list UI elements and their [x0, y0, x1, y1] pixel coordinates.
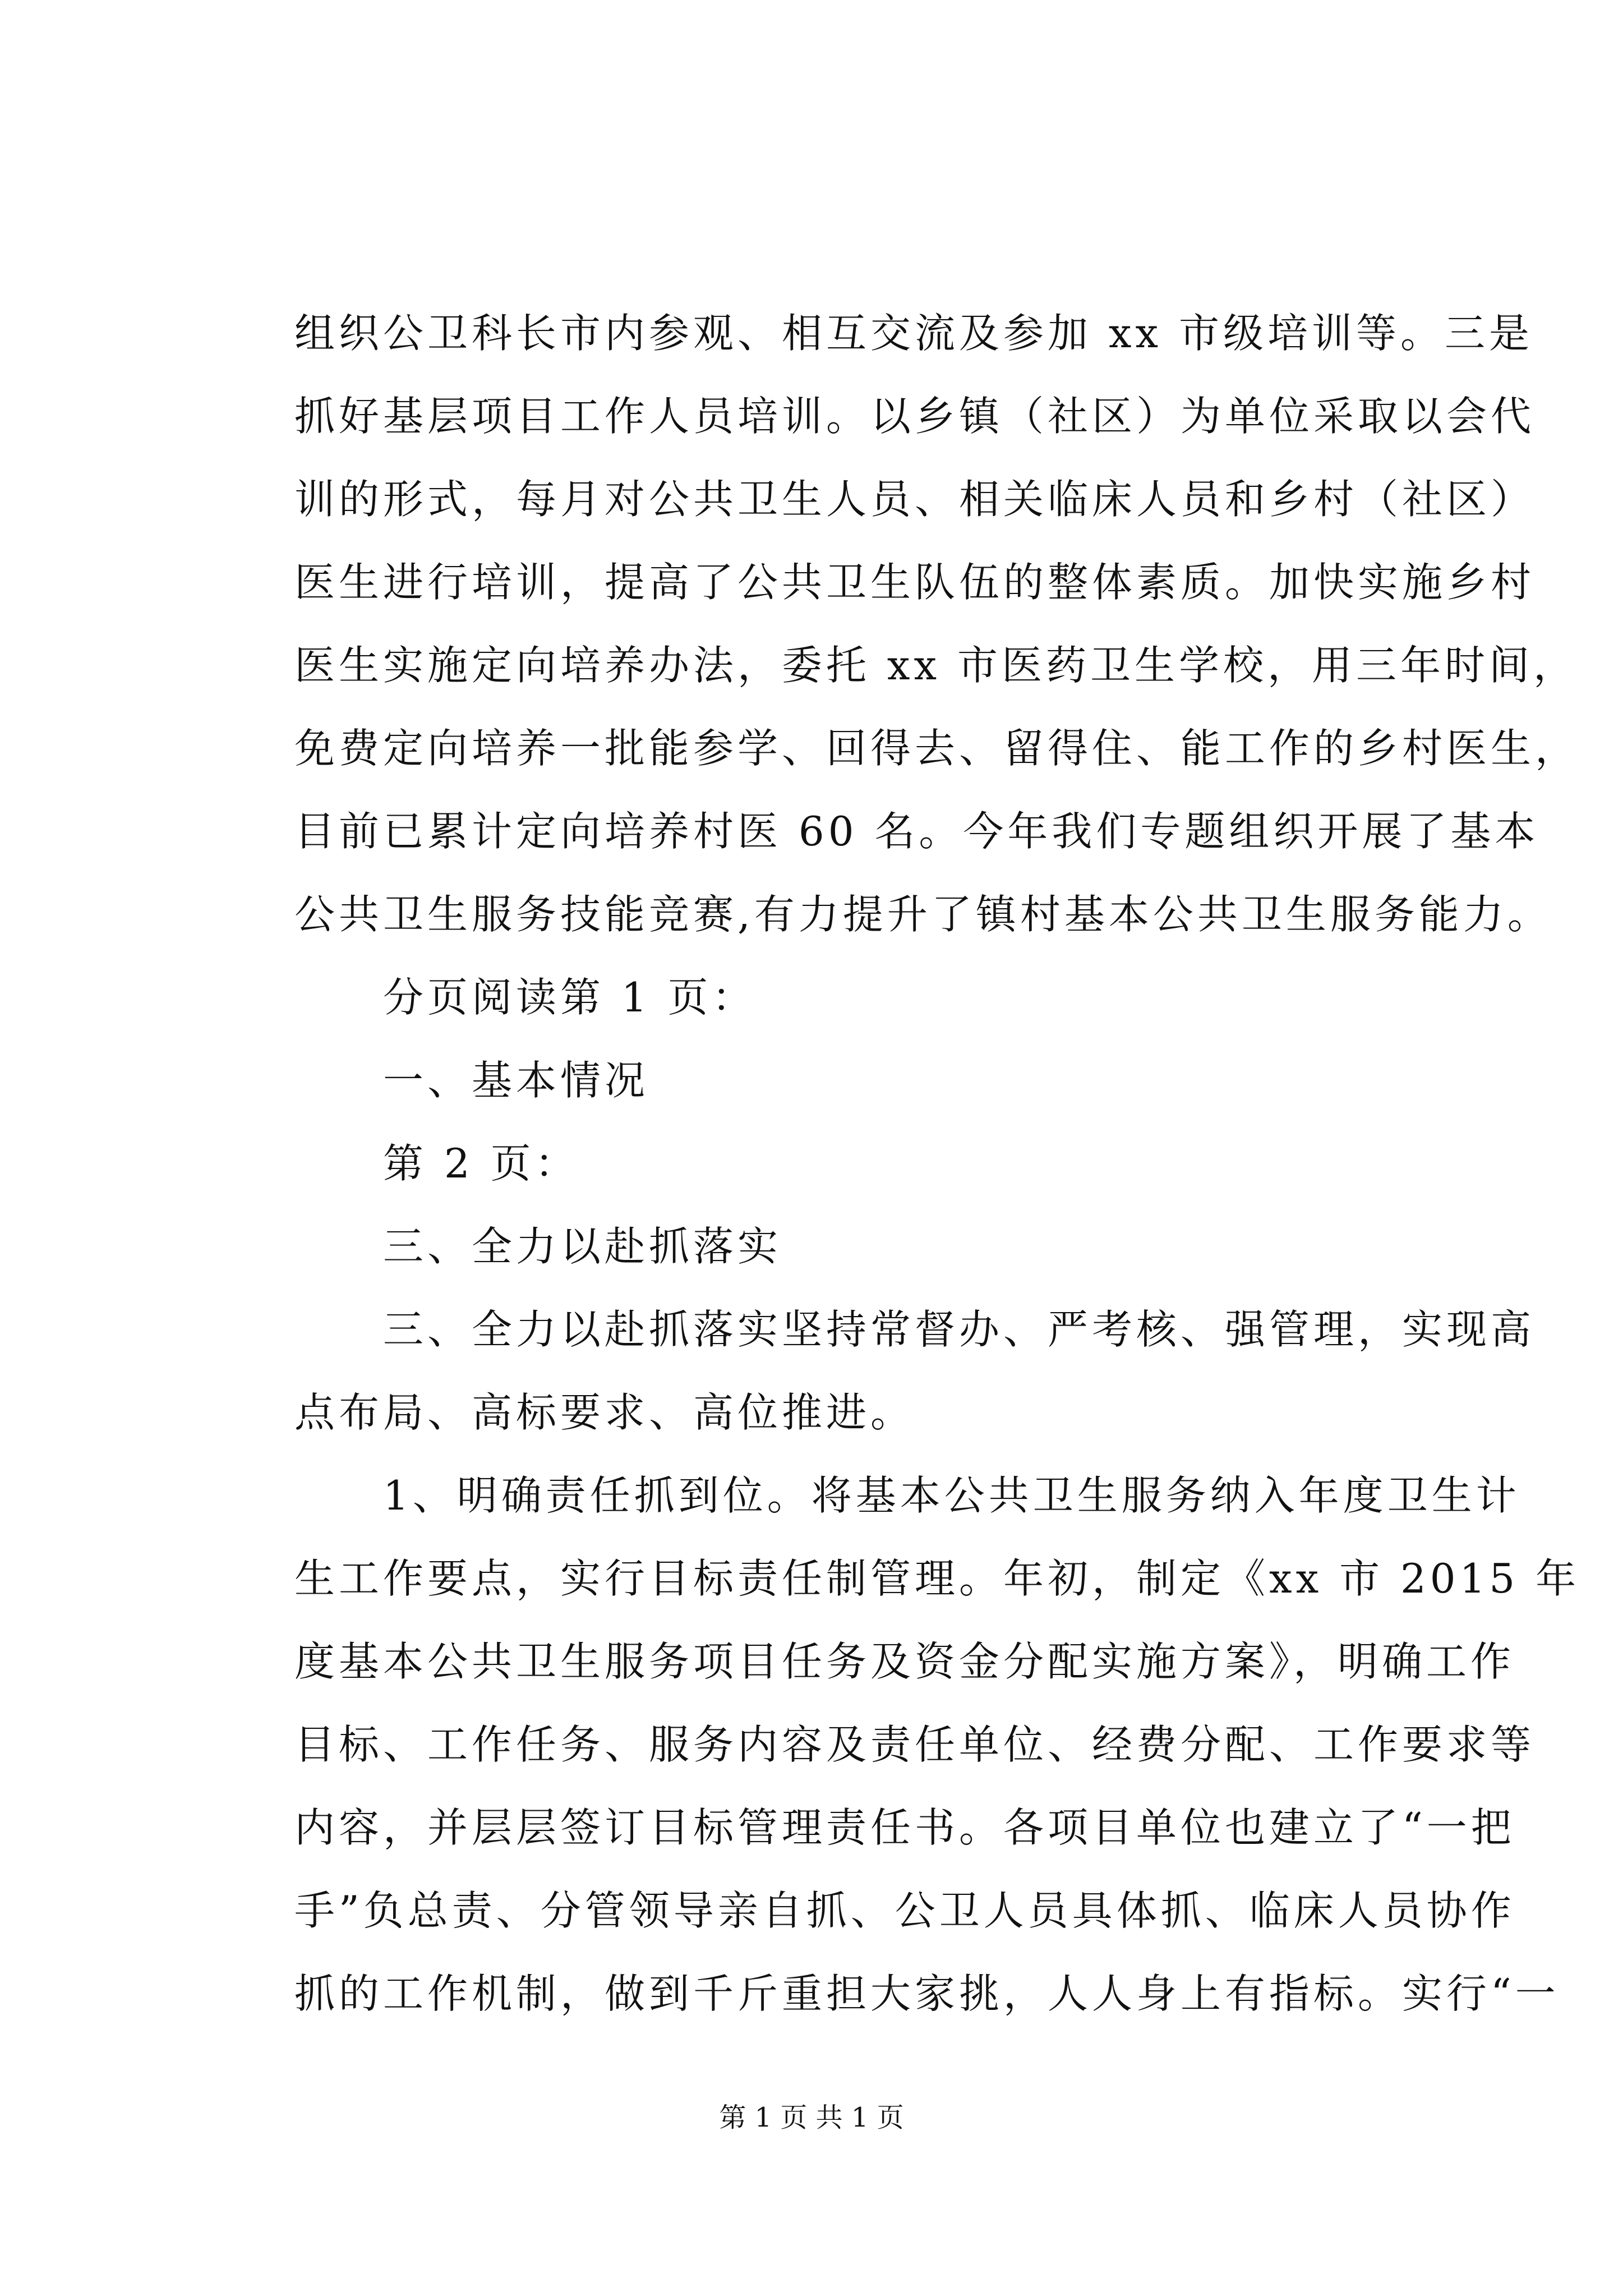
text-line-6: 免费定向培养一批能参学、回得去、留得住、能工作的乡村医生，: [294, 725, 1580, 772]
text-line-14: 点布局、高标要求、高位推进。: [294, 1389, 915, 1436]
page-footer: 第 1 页 共 1 页: [719, 2102, 904, 2133]
text-line-15: 1、明确责任抓到位。将基本公共卫生服务纳入年度卫生计: [294, 1472, 1520, 1519]
section-heading-basic: 一、基本情况: [294, 1057, 649, 1104]
text-line-20: 手”负总责、分管领导亲自抓、公卫人员具体抓、临床人员协作: [294, 1887, 1515, 1934]
text-line-13: 三、全力以赴抓落实坚持常督办、严考核、强管理，实现高: [294, 1306, 1536, 1353]
text-line-7: 目前已累计定向培养村医 60 名。今年我们专题组织开展了基本: [294, 808, 1539, 855]
text-line-21: 抓的工作机制，做到千斤重担大家挑，人人身上有指标。实行“一: [294, 1970, 1560, 2017]
text-line-19: 内容，并层层签订目标管理责任书。各项目单位也建立了“一把: [294, 1804, 1515, 1851]
section-link-page-2: 第 2 页：: [294, 1140, 579, 1187]
text-line-17: 度基本公共卫生服务项目任务及资金分配实施方案》，明确工作: [294, 1638, 1515, 1685]
text-line-3: 训的形式，每月对公共卫生人员、相关临床人员和乡村（社区）: [294, 476, 1536, 523]
document-body: [294, 292, 1580, 2035]
text-line-18: 目标、工作任务、服务内容及责任单位、经费分配、工作要求等: [294, 1721, 1536, 1768]
section-heading-implement: 三、全力以赴抓落实: [294, 1223, 782, 1270]
text-line-4: 医生进行培训，提高了公共卫生队伍的整体素质。加快实施乡村: [294, 559, 1536, 606]
text-line-8: 公共卫生服务技能竞赛,有力提升了镇村基本公共卫生服务能力。: [294, 891, 1552, 938]
section-link-page-1: 分页阅读第 1 页：: [294, 974, 757, 1021]
text-line-5: 医生实施定向培养办法，委托 xx 市医药卫生学校，用三年时间，: [294, 642, 1578, 689]
text-line-16: 生工作要点，实行目标责任制管理。年初，制定《xx 市 2015 年: [294, 1555, 1580, 1602]
text-line-1: 组织公卫科长市内参观、相互交流及参加 xx 市级培训等。三是: [294, 310, 1533, 357]
text-line-2: 抓好基层项目工作人员培训。以乡镇（社区）为单位采取以会代: [294, 393, 1536, 440]
